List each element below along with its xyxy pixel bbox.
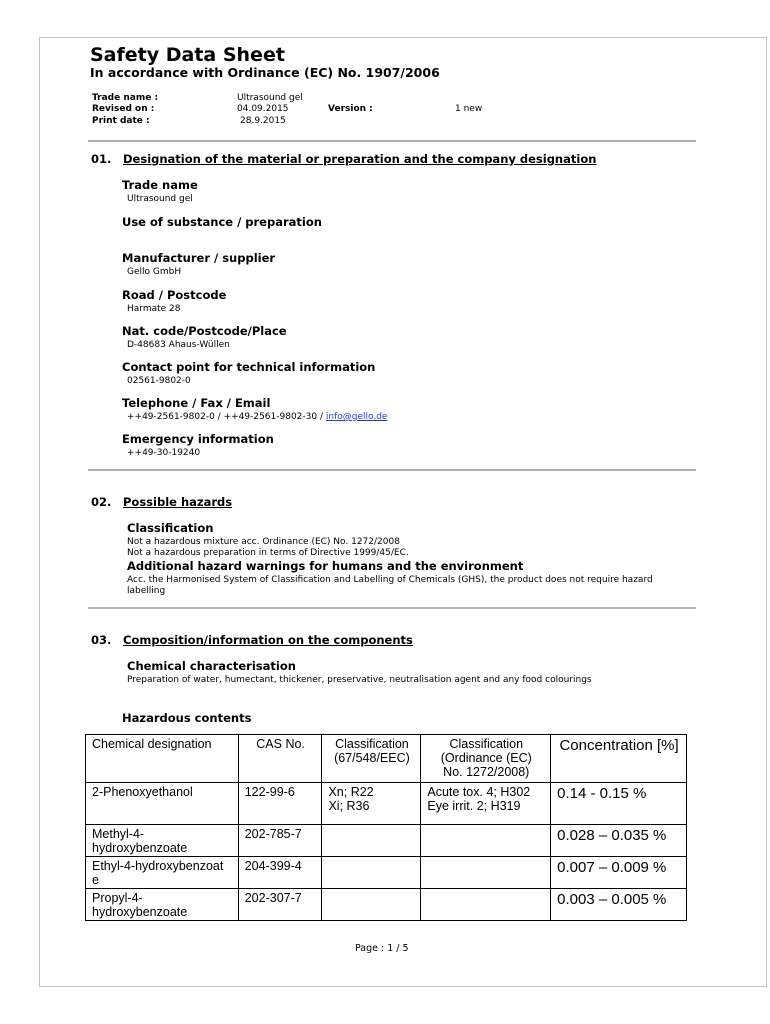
cell-cas: 202-785-7	[238, 825, 322, 857]
section-number: 03.	[91, 633, 112, 647]
contact-heading: Contact point for technical information	[122, 360, 376, 374]
cell-classification-1272: Acute tox. 4; H302 Eye irrit. 2; H319	[421, 783, 551, 825]
cell-designation: Propyl-4- hydroxybenzoate	[86, 889, 239, 921]
cell-classification-67-548	[322, 857, 421, 889]
trade-name-text: Ultrasound gel	[127, 194, 193, 204]
table-row	[86, 857, 687, 889]
manufacturer-heading: Manufacturer / supplier	[122, 251, 276, 265]
header-cas: CAS No.	[238, 735, 322, 783]
cell-concentration: 0.028 – 0.035 %	[551, 825, 687, 857]
divider	[88, 469, 696, 471]
cell-classification-67-548	[322, 825, 421, 857]
header-classification-1272: Classification (Ordinance (EC) No. 1272/2008)	[421, 735, 551, 783]
print-date-label: Print date :	[92, 116, 150, 126]
header-designation: Chemical designation	[86, 735, 239, 783]
additional-warnings-heading: Additional hazard warnings for humans and the environment	[127, 559, 524, 573]
phone-text	[127, 412, 387, 422]
additional-warnings-line-2: labelling	[127, 586, 166, 596]
section-number: 02.	[91, 495, 112, 509]
hazardous-contents-table	[85, 734, 687, 921]
header-classification-67-548: Classification (67/548/EEC)	[322, 735, 421, 783]
trade-name-label: Trade name :	[92, 93, 159, 103]
cell-concentration: 0.14 - 0.15 %	[551, 783, 687, 825]
cell-designation: Methyl-4- hydroxybenzoate	[86, 825, 239, 857]
section-number: 01.	[91, 152, 112, 166]
hazardous-contents-heading: Hazardous contents	[122, 711, 252, 725]
use-heading: Use of substance / preparation	[122, 215, 322, 229]
header-concentration: Concentration [%]	[551, 735, 687, 783]
place-heading: Nat. code/Postcode/Place	[122, 324, 287, 338]
cell-classification-67-548	[322, 889, 421, 921]
version-value: 1 new	[455, 104, 483, 114]
document-subtitle: In accordance with Ordinance (EC) No. 1907/2006	[90, 65, 440, 80]
place-text: D-48683 Ahaus-Wüllen	[127, 340, 230, 350]
cell-cas: 122-99-6	[238, 783, 322, 825]
cell-cas: 204-399-4	[238, 857, 322, 889]
page-number: Page : 1 / 5	[355, 943, 409, 954]
trade-name-value: Ultrasound gel	[237, 93, 303, 103]
classification-heading: Classification	[127, 521, 214, 535]
phone-heading: Telephone / Fax / Email	[122, 396, 271, 410]
classification-line-2: Not a hazardous preparation in terms of Directive 1999/45/EC.	[127, 548, 409, 558]
section-1-heading	[91, 152, 596, 166]
road-heading: Road / Postcode	[122, 288, 227, 302]
cell-concentration: 0.007 – 0.009 %	[551, 857, 687, 889]
classification-line-1: Not a hazardous mixture acc. Ordinance (EC) No. 1272/2008	[127, 537, 400, 547]
emergency-text: ++49-30-19240	[127, 448, 201, 458]
contact-text: 02561-9802-0	[127, 376, 191, 386]
section-2-heading	[91, 495, 232, 509]
table-header-row	[86, 735, 687, 783]
print-date-value: 28.9.2015	[240, 116, 286, 126]
manufacturer-text: Gello GmbH	[127, 267, 182, 277]
document-title: Safety Data Sheet	[90, 44, 285, 66]
divider	[88, 607, 696, 609]
emergency-heading: Emergency information	[122, 432, 274, 446]
cell-designation: 2-Phenoxyethanol	[86, 783, 239, 825]
cell-classification-67-548: Xn; R22 Xi; R36	[322, 783, 421, 825]
section-title: Possible hazards	[123, 495, 233, 509]
cell-cas: 202-307-7	[238, 889, 322, 921]
additional-warnings-line-1: Acc. the Harmonised System of Classification and Labelling of Chemicals (GHS), the product does not require hazard	[127, 575, 653, 585]
section-title: Composition/information on the components	[123, 633, 413, 647]
section-3-heading	[91, 633, 413, 647]
email-link[interactable]: info@gello.de	[325, 412, 388, 422]
cell-designation: Ethyl-4-hydroxybenzoat e	[86, 857, 239, 889]
table-row	[86, 889, 687, 921]
divider	[88, 140, 696, 142]
version-label: Version :	[328, 104, 373, 114]
phone-fax-numbers: ++49-2561-9802-0 / ++49-2561-9802-30 /	[127, 412, 326, 422]
characterisation-heading: Chemical characterisation	[127, 659, 296, 673]
characterisation-text: Preparation of water, humectant, thickener, preservative, neutralisation agent and any food colourings	[127, 675, 592, 685]
cell-classification-1272	[421, 857, 551, 889]
table-row	[86, 783, 687, 825]
revised-value: 04.09.2015	[237, 104, 289, 114]
cell-classification-1272	[421, 825, 551, 857]
table-row	[86, 825, 687, 857]
revised-label: Revised on :	[92, 104, 155, 114]
trade-name-heading: Trade name	[122, 178, 198, 192]
road-text: Harmate 28	[127, 304, 181, 314]
cell-concentration: 0.003 – 0.005 %	[551, 889, 687, 921]
cell-classification-1272	[421, 889, 551, 921]
section-title: Designation of the material or preparation and the company designation	[123, 152, 597, 166]
